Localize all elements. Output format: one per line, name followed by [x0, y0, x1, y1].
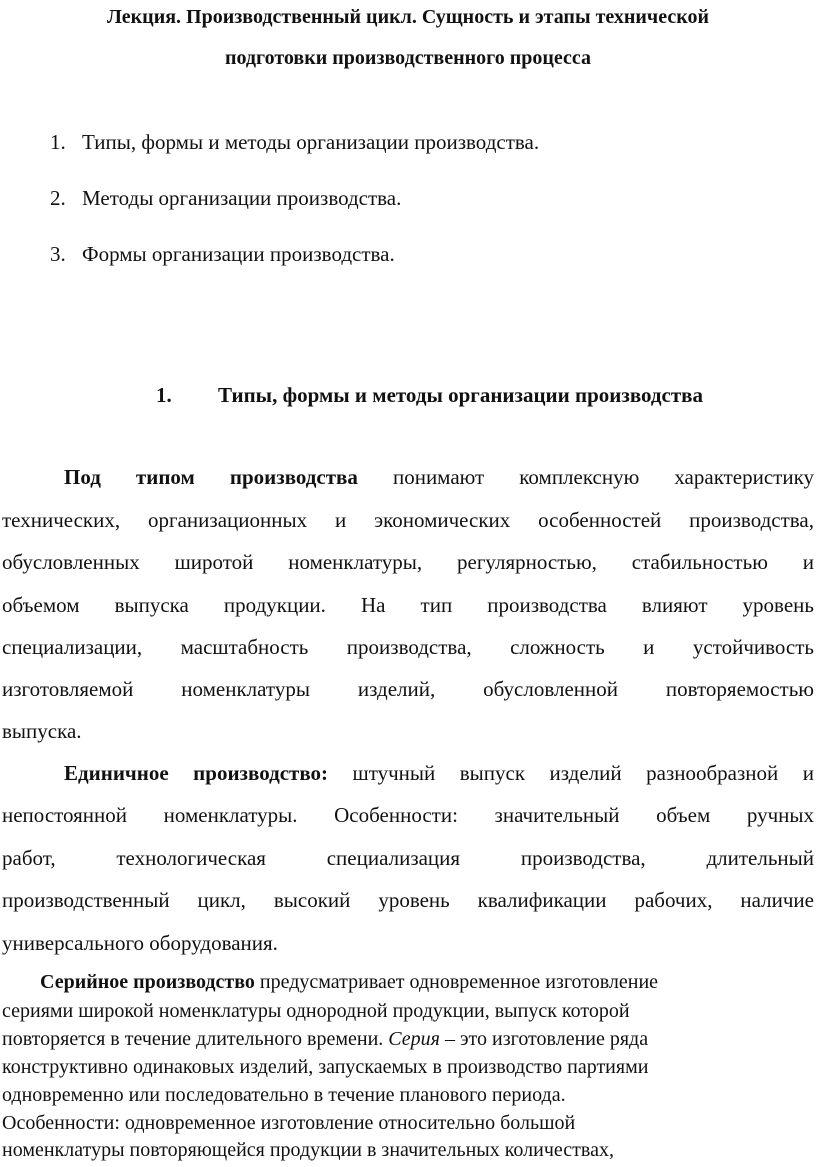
- toc-item-text: Формы организации производства.: [82, 242, 395, 266]
- toc-item-1: [50, 128, 539, 156]
- toc-item-3: [50, 240, 395, 268]
- toc-item-2: [50, 184, 401, 212]
- toc-item-text: Методы организации производства.: [82, 186, 402, 210]
- paragraph-1-line-5: специализации, масштабность производства, сложность и устойчивость: [2, 635, 814, 659]
- paragraph-1-line-6: изготовляемой номенклатуры изделий, обусловленной повторяемостью: [2, 677, 814, 701]
- paragraph-3-line-2: сериями широкой номенклатуры однородной продукции, выпуск которой: [2, 1000, 630, 1022]
- section-1-number: 1.: [156, 383, 172, 407]
- section-1-heading: Типы, формы и методы организации производства: [218, 383, 704, 407]
- toc-item-text: Типы, формы и методы организации производства.: [82, 130, 540, 154]
- paragraph-3-line-6: Особенности: одновременное изготовление относительно большой: [2, 1112, 576, 1134]
- paragraph-2-line-2: непостоянной номенклатуры. Особенности: значительный объем ручных: [2, 803, 814, 827]
- document-title-line-2: подготовки производственного процесса: [224, 47, 591, 69]
- paragraph-2-line-4: производственный цикл, высокий уровень квалификации рабочих, наличие: [2, 888, 814, 912]
- term-serial-production: Серийное производство: [40, 971, 255, 993]
- paragraph-3-line-5: одновременно или последовательно в течение планового периода.: [2, 1084, 566, 1106]
- paragraph-1-line-3: обусловленных широтой номенклатуры, регулярностью, стабильностью и: [2, 550, 814, 574]
- paragraph-1-line-7: выпуска.: [2, 719, 82, 743]
- toc-item-number: 2.: [50, 186, 66, 210]
- paragraph-3-line-4: конструктивно одинаковых изделий, запускаемых в производство партиями: [2, 1056, 649, 1078]
- term-single-production: Единичное производство:: [64, 761, 329, 785]
- paragraph-1-line-1: Под типом производства понимают комплексную характеристику: [64, 465, 815, 489]
- paragraph-1-line-2: технических, организационных и экономических особенностей производства,: [2, 508, 814, 532]
- paragraph-3-line-1: Серийное производство предусматривает одновременное изготовление: [40, 971, 659, 993]
- term-production-type: Под типом производства: [64, 465, 358, 489]
- paragraph-2-line-1: Единичное производство: штучный выпуск изделий разнообразной и: [64, 761, 814, 785]
- paragraph-3-line-7: номенклатуры повторяющейся продукции в значительных количествах,: [2, 1139, 614, 1161]
- toc-item-number: 3.: [50, 242, 66, 266]
- toc-item-number: 1.: [50, 130, 66, 154]
- paragraph-1-line-4: объемом выпуска продукции. На тип производства влияют уровень: [2, 593, 814, 617]
- paragraph-2-line-5: универсального оборудования.: [2, 931, 278, 955]
- paragraph-2-line-3: работ, технологическая специализация производства, длительный: [2, 846, 814, 870]
- term-series: Серия: [388, 1028, 440, 1050]
- document-title-line-1: Лекция. Производственный цикл. Сущность и этапы технической: [107, 6, 709, 28]
- paragraph-3-line-3: повторяется в течение длительного времени. Серия – это изготовление ряда: [2, 1028, 649, 1050]
